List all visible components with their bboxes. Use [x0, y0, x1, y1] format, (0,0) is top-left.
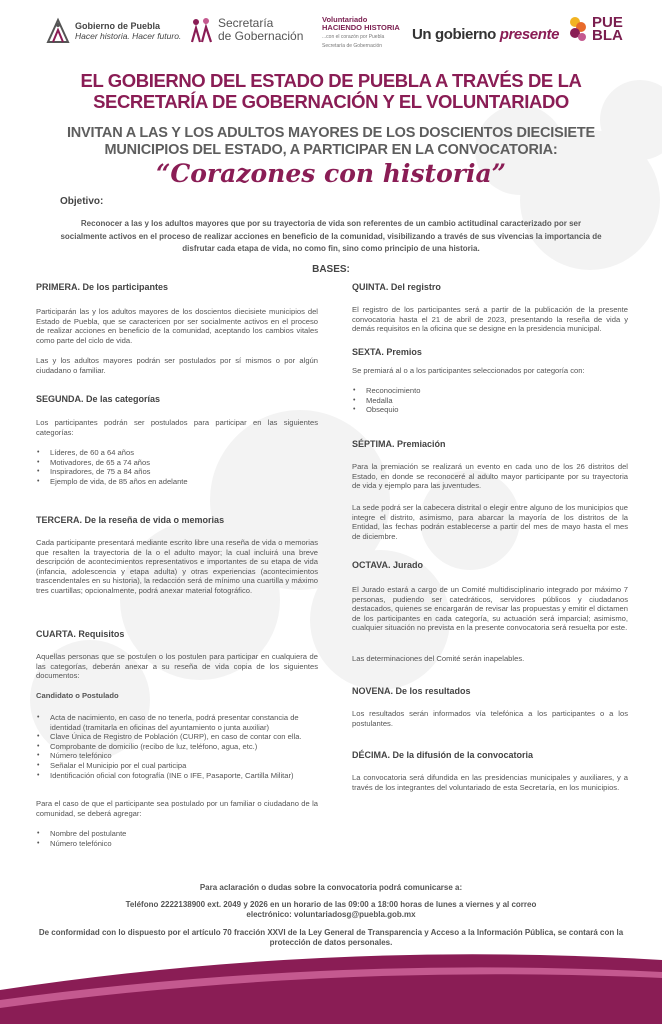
section-tercera-title: TERCERA. De la reseña de vida o memorias: [36, 515, 225, 525]
list-item: • Líderes, de 60 a 64 años: [36, 448, 318, 458]
section-sexta-title: SEXTA. Premios: [352, 347, 422, 357]
list-item: • Comprobante de domicilio (recibo de luz, teléfono, agua, etc.): [36, 742, 318, 752]
list-item: • Número telefónico: [36, 751, 318, 761]
logo1-line2: Hacer historia. Hacer futuro.: [75, 31, 182, 41]
list-item: • Medalla: [352, 396, 628, 406]
logo4-text-a: Un gobierno: [412, 26, 500, 43]
main-title: EL GOBIERNO DEL ESTADO DE PUEBLA A TRAVÉS DE LA SECRETARÍA DE GOBERNACIÓN Y EL VOLUNTARIADO: [80, 70, 582, 112]
section-octava-p2: Las determinaciones del Comité serán inapelables.: [352, 654, 525, 663]
list-item: • Número telefónico: [36, 839, 318, 849]
puebla-flower-icon: [568, 16, 588, 42]
list-item: • Nombre del postulante: [36, 829, 318, 839]
section-novena-p1: Los resultados serán informados vía telefónica a los participantes o a los postulantes.: [352, 709, 628, 728]
list-item: • Obsequio: [352, 405, 628, 415]
puebla-logo: [568, 16, 623, 42]
gobierno-presente-logo: [412, 26, 559, 43]
section-novena-title: NOVENA. De los resultados: [352, 686, 471, 696]
logo5-line2: BLA: [592, 27, 623, 44]
footer-contact-details: Teléfono 2222138900 ext. 2049 y 2026 en un horario de las 09:00 a 18:00 horas de lunes a viernes y al correo electrónico: voluntariadosg@puebla.gob.mx: [125, 900, 537, 919]
logo5-line1: PUE: [592, 14, 623, 31]
logo3-line1: Voluntariado: [322, 15, 368, 24]
categories-list: [36, 448, 318, 486]
list-item: • Reconocimiento: [352, 386, 628, 396]
section-quinta-title: QUINTA. Del registro: [352, 282, 441, 292]
section-cuarta-title: CUARTA. Requisitos: [36, 629, 125, 639]
section-decima-p1: La convocatoria será difundida en las presidencias municipales y auxiliares, y a través de los integrantes del voluntariado de esta Secretaría, en los municipios.: [352, 773, 628, 792]
logo3-line4: Secretaría de Gobernación: [322, 43, 383, 49]
secretaria-gobernacion-logo: [190, 16, 303, 44]
section-cuarta-p1: Aquellas personas que se postulen o los postulen para participar en cualquiera de las categorías, deberán anexar a su reseña de vida copia de los siguientes documentos:: [36, 652, 318, 681]
section-cuarta-p2: Para el caso de que el participante sea postulado por un familiar o ciudadano de la comunidad, se deberá agregar:: [36, 799, 318, 818]
section-decima-title: DÉCIMA. De la difusión de la convocatoria: [352, 750, 534, 760]
list-item: • Motivadores, de 65 a 74 años: [36, 458, 318, 468]
gobierno-puebla-logo: [44, 16, 181, 46]
puebla-emblem-icon: [44, 16, 72, 46]
gobernacion-people-icon: [190, 16, 214, 44]
objective-text: Reconocer a las y los adultos mayores que por su trayectoria de vida son referentes de un cambio actitudinal caracterizado por ser socialmente activos en el proceso de realizar acciones en beneficio de la comunidad, visibilizando a través de sus vivencias la importancia de disfrutar cada etapa de vida, no como fin, sino como principio de una historia.: [60, 219, 602, 253]
logo3-line3: ...con el corazón por Puebla: [322, 34, 385, 40]
list-item: • Inspiradores, de 75 a 84 años: [36, 467, 318, 477]
campaign-name: “Corazones con historia”: [155, 159, 507, 188]
subtitle: INVITAN A LAS Y LOS ADULTOS MAYORES DE LOS DOSCIENTOS DIECISIETE MUNICIPIOS DEL ESTADO, A PARTICIPAR EN LA CONVOCATORIA:: [66, 125, 596, 158]
prizes-list: [352, 386, 628, 415]
section-segunda-p1: Los participantes podrán ser postulados para participar en las siguientes categorías:: [36, 418, 318, 437]
logo4-text-b: presente: [499, 26, 560, 43]
logo3-line2: HACIENDO HISTORIA: [322, 23, 400, 32]
section-quinta-p1: El registro de los participantes será a partir de la publicación de la presente convocatoria hasta el 21 de abril de 2023, presentando la reseña de vida y demás requisitos en la oficina que se designe en la presidencia municipal.: [352, 305, 628, 334]
list-item: • Acta de nacimiento, en caso de no tenerla, podrá presentar constancia de identidad (tramitarla en oficinas del ayuntamiento o junta auxiliar): [36, 713, 318, 732]
section-septima-title: SÉPTIMA. Premiación: [352, 439, 446, 449]
list-item: • Señalar el Municipio por el cual participa: [36, 761, 318, 771]
section-tercera-p1: Cada participante presentará mediante escrito libre una reseña de vida o memorias que resalten la trayectoria de la o el adulto mayor; la cual incluirá una breve descripción de acontecimientos representativos e importantes de su etapa de vida (infancia, adolescencia y etapa adulta) y otras experiencias (acontecimientos trascendentales en su historia), la redacción será de mínimo una cuartilla y máximo tres cuartillas; opcionalmente, podrá anexar material fotográfico.: [36, 538, 318, 595]
section-segunda-title: SEGUNDA. De las categorías: [36, 394, 161, 404]
requirements-list: [36, 713, 318, 780]
voluntariado-logo: [322, 16, 400, 50]
section-primera-p2: Las y los adultos mayores podrán ser postulados por sí mismos o por algún ciudadano o familiar.: [36, 356, 318, 375]
section-septima-p1: Para la premiación se realizará un evento en cada uno de los 26 distritos del Estado, en donde se reconoceré al adulto mayor participante por su trayectoria de vida y ejemplo para las juventudes.: [352, 462, 628, 491]
logo1-line1: Gobierno de Puebla: [75, 21, 161, 31]
footer-privacy-notice: De conformidad con lo dispuesto por el artículo 70 fracción XXVI de la Ley General de Transparencia y Acceso a la Información Pública, se contará con la protección de datos personales.: [38, 928, 624, 947]
bases-label: BASES:: [312, 264, 350, 275]
objective-label: Objetivo:: [60, 196, 104, 207]
list-item: • Ejemplo de vida, de 85 años en adelante: [36, 477, 318, 487]
section-primera-title: PRIMERA. De los participantes: [36, 282, 169, 292]
section-septima-p2: La sede podrá ser la cabecera distrital o elegir entre alguno de los municipios que integre el distrito, asimismo, para abarcar la mayoría de los distritos de la Entidad, las fechas podrán establecerse a partir del mes de mayo hasta el mes de diciembre.: [352, 503, 628, 541]
section-sexta-p1: Se premiará al o a los participantes seleccionados por categoría con:: [352, 366, 585, 375]
footer-contact-intro: Para aclaración o dudas sobre la convocatoria podrá comunicarse a:: [199, 883, 463, 892]
section-octava-title: OCTAVA. Jurado: [352, 560, 424, 570]
header-logos: [0, 16, 662, 58]
section-primera-p1: Participarán las y los adultos mayores de los doscientos diecisiete municipios del Estado de Puebla, que se caractericen por ser socialmente activos en el proceso de realizar acciones en beneficio de la comunidad, aceptando los cambios vitales como parte del ciclo de vida.: [36, 307, 318, 345]
logo2-line1: Secretaría: [218, 16, 274, 30]
list-item: • Identificación oficial con fotografía (INE o IFE, Pasaporte, Cartilla Militar): [36, 771, 318, 781]
section-octava-p1: El Jurado estará a cargo de un Comité multidisciplinario integrado por máximo 7 personas, pudiendo ser catedráticos, servidores públicos y ciudadanos destacados, quienes se encargarán de revisar las propuestas y emitir el dictamen de los participantes en cada categoría, su actuación será imparcial; asimismo, cualquier situación no prevista en la presente convocatoria será resuelta por este.: [352, 585, 628, 633]
postulante-list: [36, 829, 318, 848]
section-cuarta-sub: Candidato o Postulado: [36, 691, 119, 700]
list-item: • Clave Única de Registro de Población (CURP), en caso de contar con ella.: [36, 732, 318, 742]
logo2-line2: de Gobernación: [218, 29, 304, 43]
